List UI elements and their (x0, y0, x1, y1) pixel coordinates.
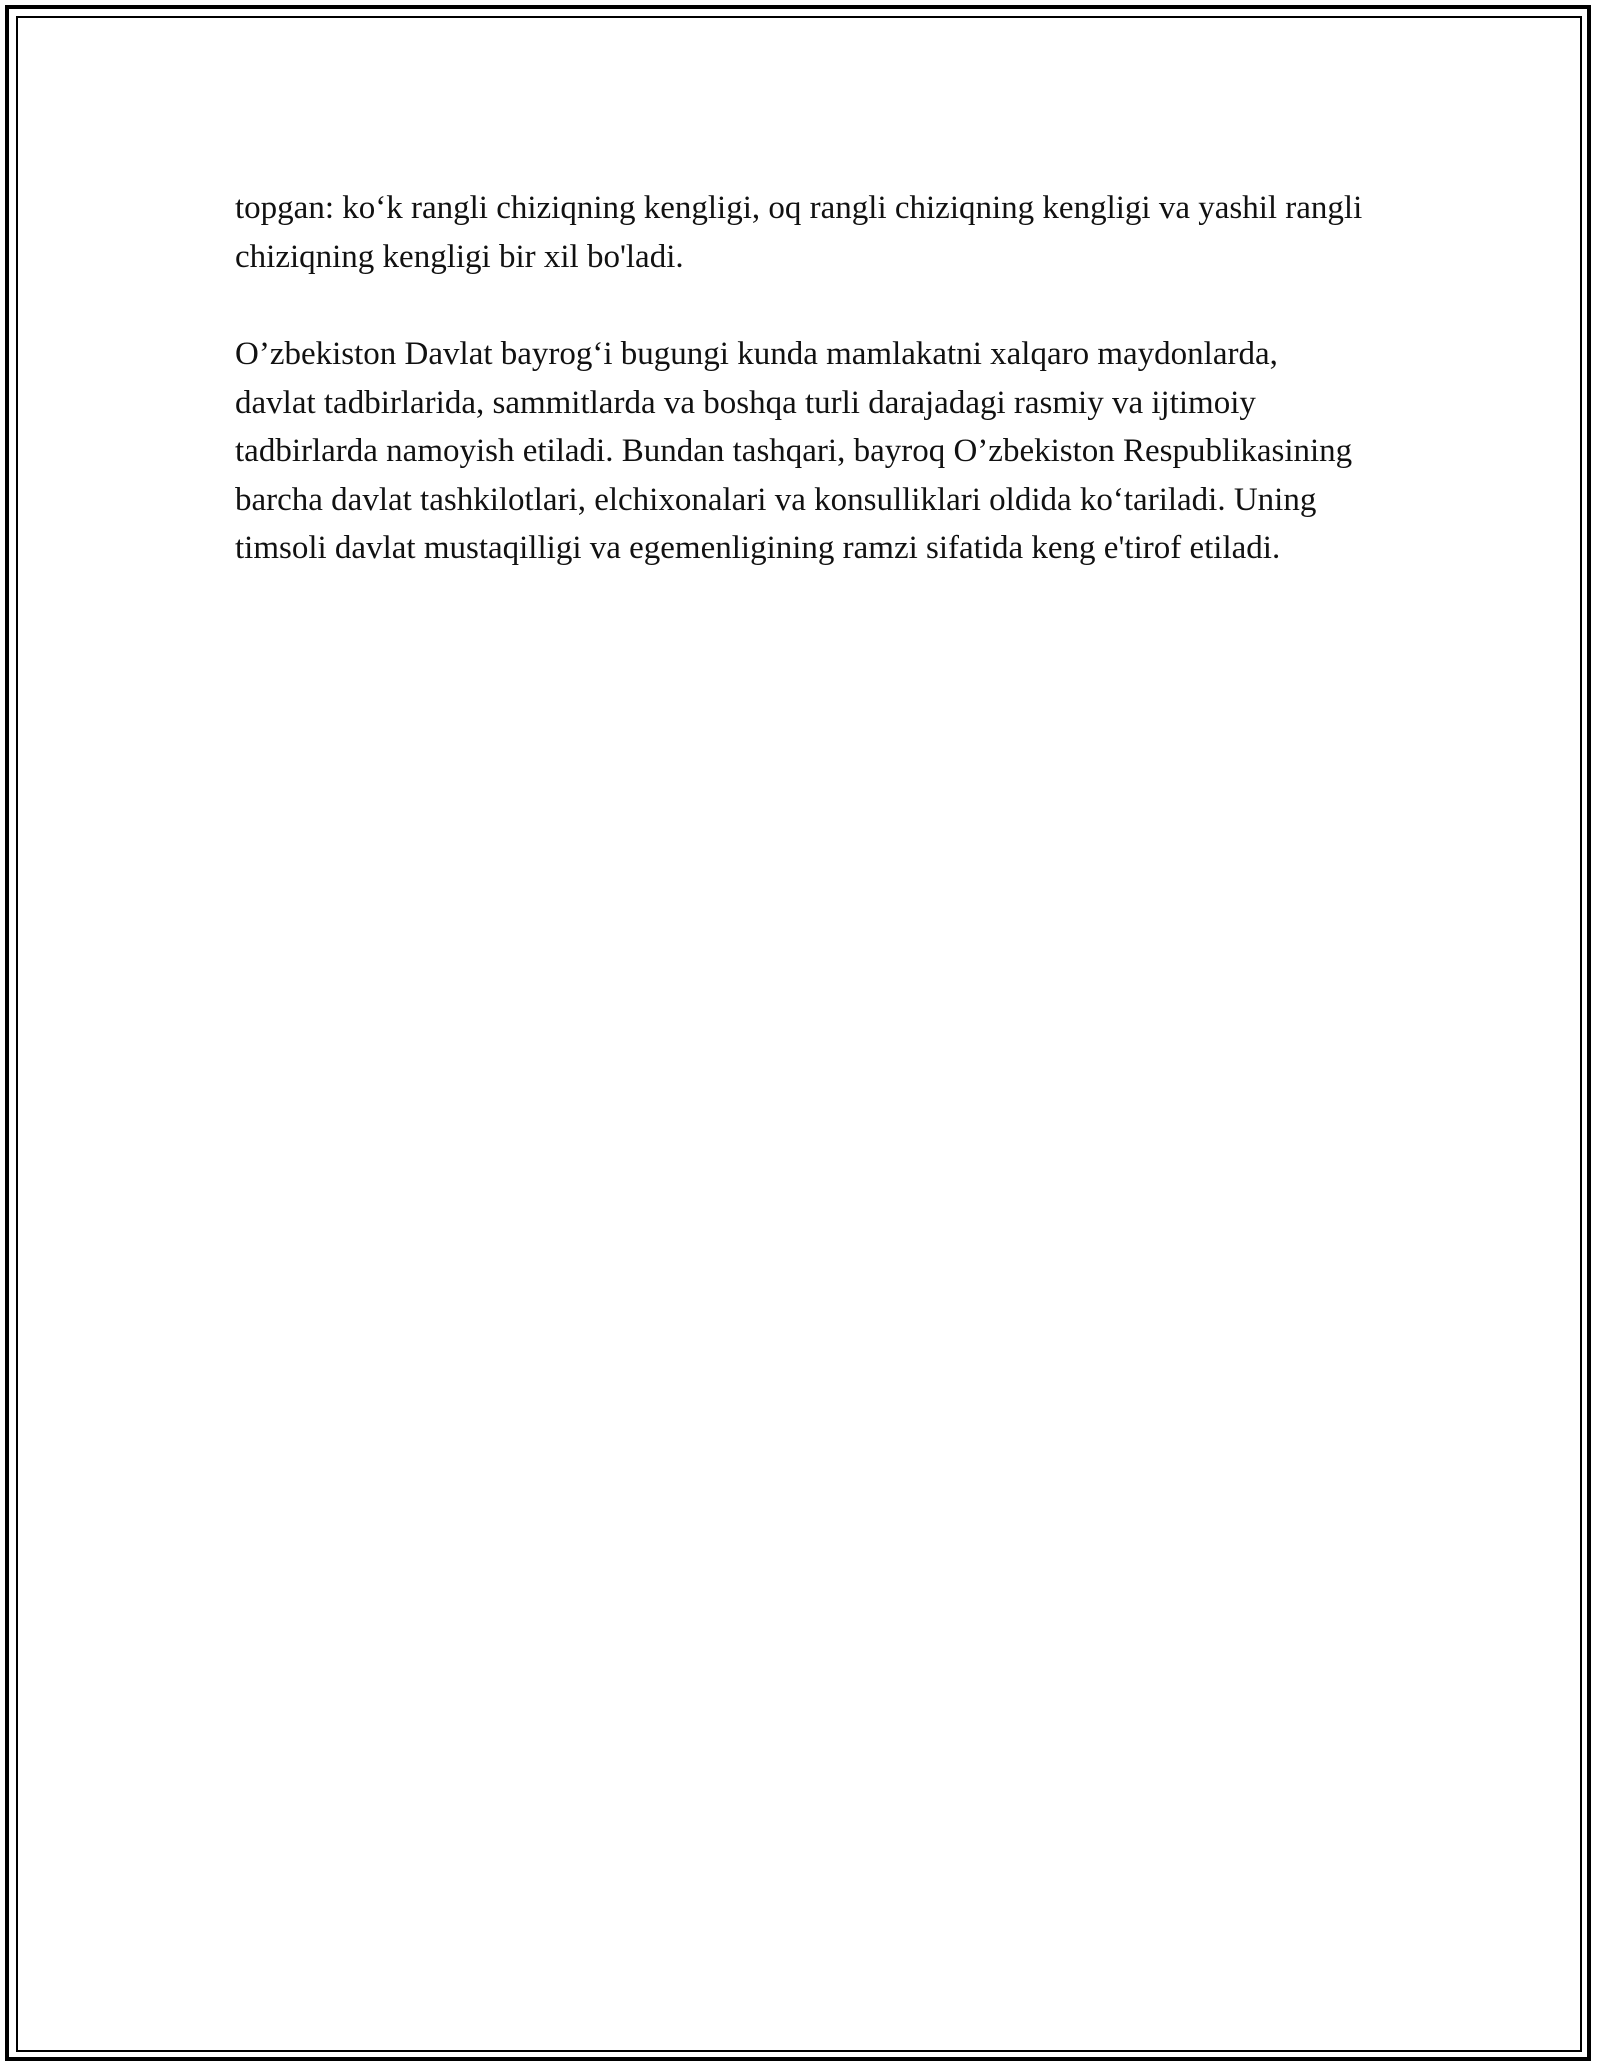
document-body (235, 184, 1365, 622)
paragraph-2: O’zbekiston Davlat bayrog‘i bugungi kunda mamlakatni xalqaro maydonlarda, davlat tadbirlarida, sammitlarda va boshqa turli darajadagi rasmiy va ijtimoiy tadbirlarda namoyish etiladi. Bundan tashqari, bayroq O’zbekiston Respublikasining barcha davlat tashkilotlari, elchixonalari va konsulliklari oldida ko‘tariladi. Uning timsoli davlat mustaqilligi va egemenligining ramzi sifatida keng e'tirof etiladi. (235, 336, 1353, 566)
paragraph-1: topgan: ko‘k rangli chiziqning kengligi, oq rangli chiziqning kengligi va yashil rangli chiziqning kengligi bir xil bo'ladi. (235, 190, 1363, 275)
